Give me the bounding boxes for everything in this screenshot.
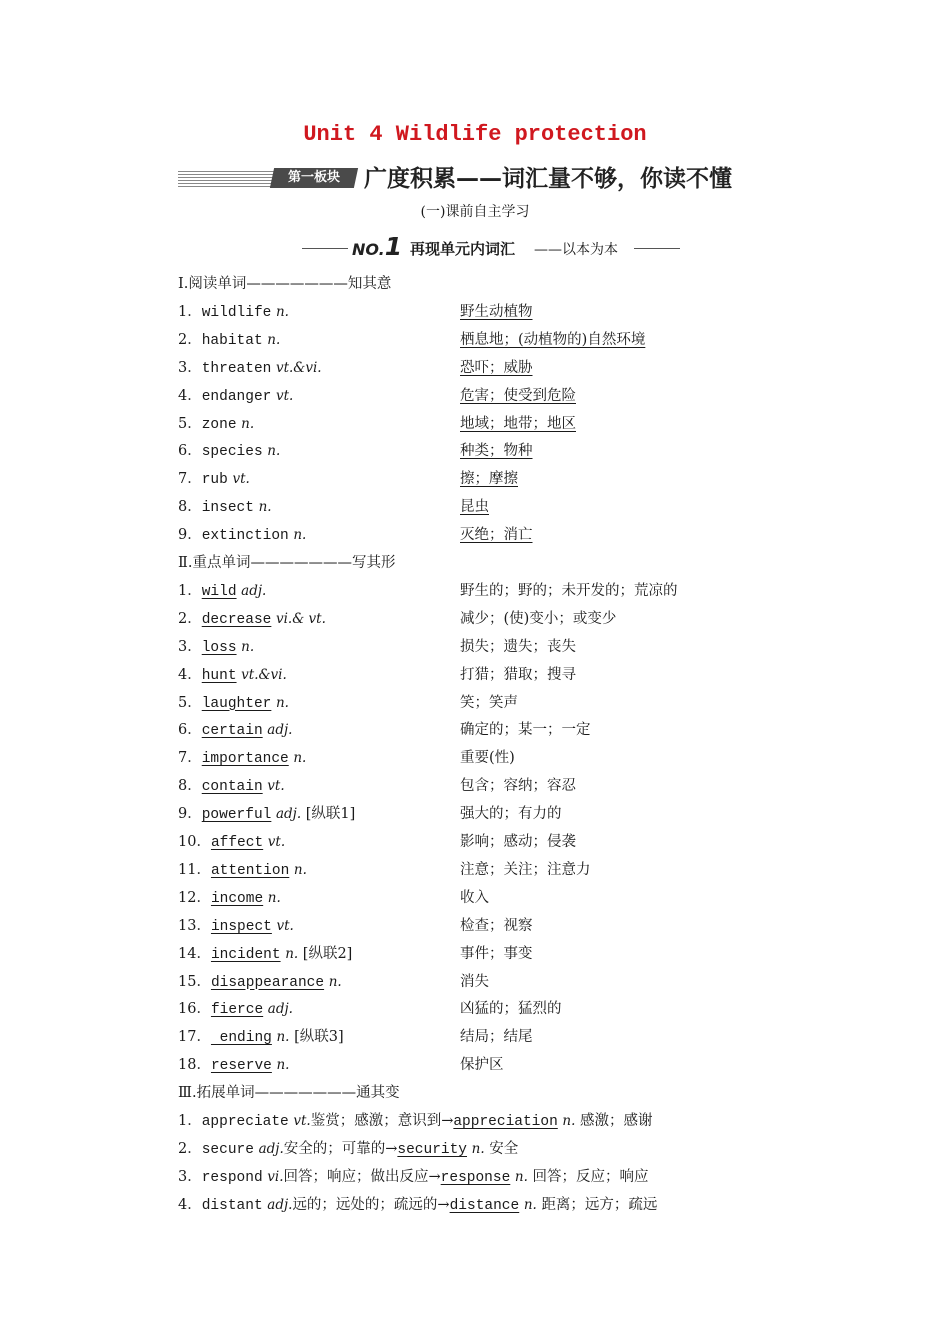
divider [634,248,680,249]
item-word-answer: attention [210,862,290,879]
item-word-answer: hunt [201,667,237,684]
item-word: distant [201,1197,263,1214]
vocab-row [178,523,306,547]
item-pos: adj. [267,1001,293,1018]
item-meaning: 野生的；野的；未开发的；荒凉的 [460,582,678,599]
item-meaning: 结局；结尾 [460,1029,533,1046]
item-number: 1． [178,1113,202,1129]
item-meaning: 恐吓；威胁 [460,359,533,376]
item-word: rub [201,472,228,489]
item-word-answer: decrease [201,611,272,628]
item-meaning: 打猎；猎取；搜寻 [460,666,576,683]
derived-pos: n. [523,1196,537,1213]
vocab-row [178,1165,649,1189]
item-number: 6． [178,722,202,739]
item-pos: vt. [267,834,286,850]
item-number: 1． [178,582,202,599]
item-number: 8． [178,499,202,516]
vocab-row [178,1109,653,1133]
item-pos: vt.&vi. [275,359,322,376]
derived-word-answer: appreciation [453,1114,558,1130]
vocab-row [178,1193,657,1217]
item-meaning: 灭绝；消亡 [460,527,533,544]
item-meaning: 事件；事变 [460,945,533,962]
item-word-answer: importance [201,751,289,768]
item-meaning: 保护区 [460,1057,504,1074]
item-pos: adj. [267,722,293,739]
banner-stripes [178,169,276,187]
item-word-answer: inspect [210,918,272,935]
item-number: 2． [178,610,202,627]
item-number: 15． [178,973,211,990]
item-word-answer: reserve [210,1058,272,1075]
item-meaning: 地域；地带；地区 [460,415,576,432]
item-number: 4． [178,1196,202,1213]
item-word: extinction [201,528,289,545]
item-meaning: 远的；远处的；疏远的→ [292,1196,450,1213]
vocab-row [178,439,280,463]
vocab-row [178,356,322,380]
item-word: zone [201,416,237,433]
item-word-answer: laughter [201,695,272,712]
item-meaning: 确定的；某一；一定 [460,722,591,739]
item-pos: n. [267,331,281,348]
item-word-answer: contain [201,779,263,796]
item-meaning: 栖息地；(动植物的)自然环境 [460,331,646,348]
item-number: 4． [178,387,202,404]
item-word-answer: disappearance [210,974,325,991]
item-number: 2． [178,1140,202,1157]
item-pos: n. [293,861,307,878]
item-meaning: 安全的；可靠的→ [283,1140,398,1157]
no-label: NO.1 [352,232,403,261]
item-pos: vi.& vt. [275,610,326,627]
vocab-row [178,300,289,324]
vocab-row [178,1025,344,1049]
vocab-row [178,1053,289,1077]
item-pos: vt. [267,778,285,795]
derived-meaning: 回答；反应；响应 [532,1168,649,1185]
item-pos: vt. [293,1113,311,1129]
item-pos: n. [293,750,307,767]
item-pos: vt.&vi. [241,666,287,683]
section-header: Ⅰ.阅读单词———————知其意 [178,276,392,292]
item-pos: adj. [267,1196,293,1213]
item-pos: n. [285,945,299,962]
vocab-row [178,830,285,854]
item-number: 2． [178,331,202,348]
item-word: threaten [201,360,272,377]
vocab-row [178,1137,518,1161]
derived-pos: n. [514,1168,528,1185]
derived-meaning: 感激；感谢 [580,1113,653,1129]
item-meaning: 减少；(使)变小；或变少 [460,610,617,627]
item-number: 18． [178,1057,211,1074]
vocab-row [178,718,292,742]
item-pos: n. [275,303,289,320]
unit-title: Unit 4 Wildlife protection [303,122,647,147]
item-number: 3． [178,638,202,655]
no-text2: ——以本为本 [534,242,618,258]
cross-ref: [纵联2] [302,945,353,962]
item-meaning: 收入 [460,889,489,906]
item-number: 6． [178,443,202,460]
derived-meaning: 安全 [489,1140,519,1157]
vocab-row [178,802,355,826]
derived-word-answer: security [397,1141,468,1158]
derived-word-answer: response [440,1169,511,1186]
banner-tag: 第一板块 [270,168,358,188]
item-number: 9． [178,527,202,544]
item-meaning: 检查；视察 [460,917,533,934]
derived-pos: n. [562,1113,576,1129]
vocab-row [178,774,285,798]
item-pos: n. [241,415,255,432]
no-text: 再现单元内词汇 [410,240,516,258]
item-pos: n. [241,638,255,655]
item-meaning: 注意；关注；注意力 [460,861,591,878]
cross-ref: [纵联3] [294,1029,344,1046]
item-pos: vt. [276,917,294,934]
vocab-row [178,635,254,659]
item-word: species [201,444,263,461]
item-number: 7． [178,471,202,488]
item-word-answer: powerful [201,807,272,824]
item-number: 3． [178,359,202,376]
item-pos: vt. [232,471,250,488]
item-pos: n. [328,973,342,990]
item-word: wildlife [201,304,272,321]
vocab-row [178,746,306,770]
vocab-row [178,914,294,938]
item-number: 5． [178,415,202,432]
item-number: 1． [178,303,202,320]
item-word: secure [201,1141,254,1158]
item-word-answer: ending [210,1030,272,1047]
derived-pos: n. [471,1140,485,1157]
item-pos: n. [276,1057,290,1074]
item-pos: adj. [241,582,267,599]
item-word: habitat [201,332,263,349]
item-number: 14． [178,945,211,962]
item-meaning: 损失；遗失；丧失 [460,638,576,655]
vocab-row [178,384,293,408]
item-pos: vt. [275,387,294,404]
item-pos: n. [293,527,307,544]
item-word-answer: affect [210,835,264,851]
item-word-answer: loss [201,639,237,656]
cross-ref: [纵联1] [305,806,356,823]
item-pos: n. [267,443,281,460]
item-word-answer: certain [201,723,263,740]
vocab-row [178,663,287,687]
item-number: 5． [178,694,202,711]
item-word: appreciate [201,1114,289,1130]
no1-heading [332,232,680,262]
item-meaning: 昆虫 [460,499,489,516]
item-number: 12． [178,889,211,906]
item-meaning: 擦；摩擦 [460,471,518,488]
item-number: 16． [178,1001,211,1018]
item-meaning: 笑；笑声 [460,694,518,711]
item-pos: adj. [275,806,302,823]
vocab-row [178,858,307,882]
item-word: endanger [201,388,272,405]
vocab-row [178,970,342,994]
item-number: 3． [178,1168,202,1185]
vocab-row [178,579,266,603]
vocab-row [178,607,326,631]
subtitle: (一)课前自主学习 [420,204,530,220]
item-word: respond [201,1169,263,1186]
section-banner [178,160,738,194]
banner-heading: 广度积累——词汇量不够，你读不懂 [364,166,732,192]
item-meaning: 危害；使受到危险 [460,387,576,404]
item-meaning: 消失 [460,973,489,990]
item-meaning: 强大的；有力的 [460,806,562,823]
item-meaning: 种类；物种 [460,443,533,460]
item-pos: n. [275,694,289,711]
item-word: insect [201,500,254,517]
item-meaning: 野生动植物 [460,303,533,320]
item-meaning: 鉴赏；感激；意识到→ [310,1113,454,1129]
vocab-row [178,467,250,491]
item-number: 8． [178,778,202,795]
vocab-row [178,412,254,436]
item-pos: n. [276,1029,290,1046]
item-number: 11． [178,861,211,878]
vocab-row [178,328,280,352]
vocab-row [178,691,289,715]
section-header: Ⅱ.重点单词———————写其形 [178,555,396,571]
item-number: 9． [178,806,202,823]
item-meaning: 影响；感动；侵袭 [460,834,576,850]
vocab-row [178,942,352,966]
item-word-answer: wild [201,583,237,600]
item-pos: vi. [267,1168,284,1185]
item-number: 17． [178,1029,211,1046]
item-meaning: 回答；响应；做出反应→ [283,1168,441,1185]
item-pos: n. [258,499,272,516]
item-meaning: 包含；容纳；容忍 [460,778,576,795]
item-word-answer: incident [210,946,281,963]
divider [302,248,348,249]
item-pos: n. [267,889,281,906]
item-word-answer: fierce [210,1002,264,1019]
section-header: Ⅲ.拓展单词———————通其变 [178,1085,400,1102]
vocab-row [178,495,272,519]
item-number: 13． [178,917,211,934]
item-pos: adj. [258,1140,284,1157]
derived-word-answer: distance [449,1197,520,1214]
vocab-row [178,886,281,910]
item-number: 7． [178,750,202,767]
item-number: 10． [178,834,211,850]
item-number: 4． [178,666,202,683]
derived-meaning: 距离；远方；疏远 [541,1196,658,1213]
item-meaning: 凶猛的；猛烈的 [460,1001,562,1018]
item-word-answer: income [210,890,264,907]
vocab-row [178,997,293,1021]
item-meaning: 重要(性) [460,750,515,767]
